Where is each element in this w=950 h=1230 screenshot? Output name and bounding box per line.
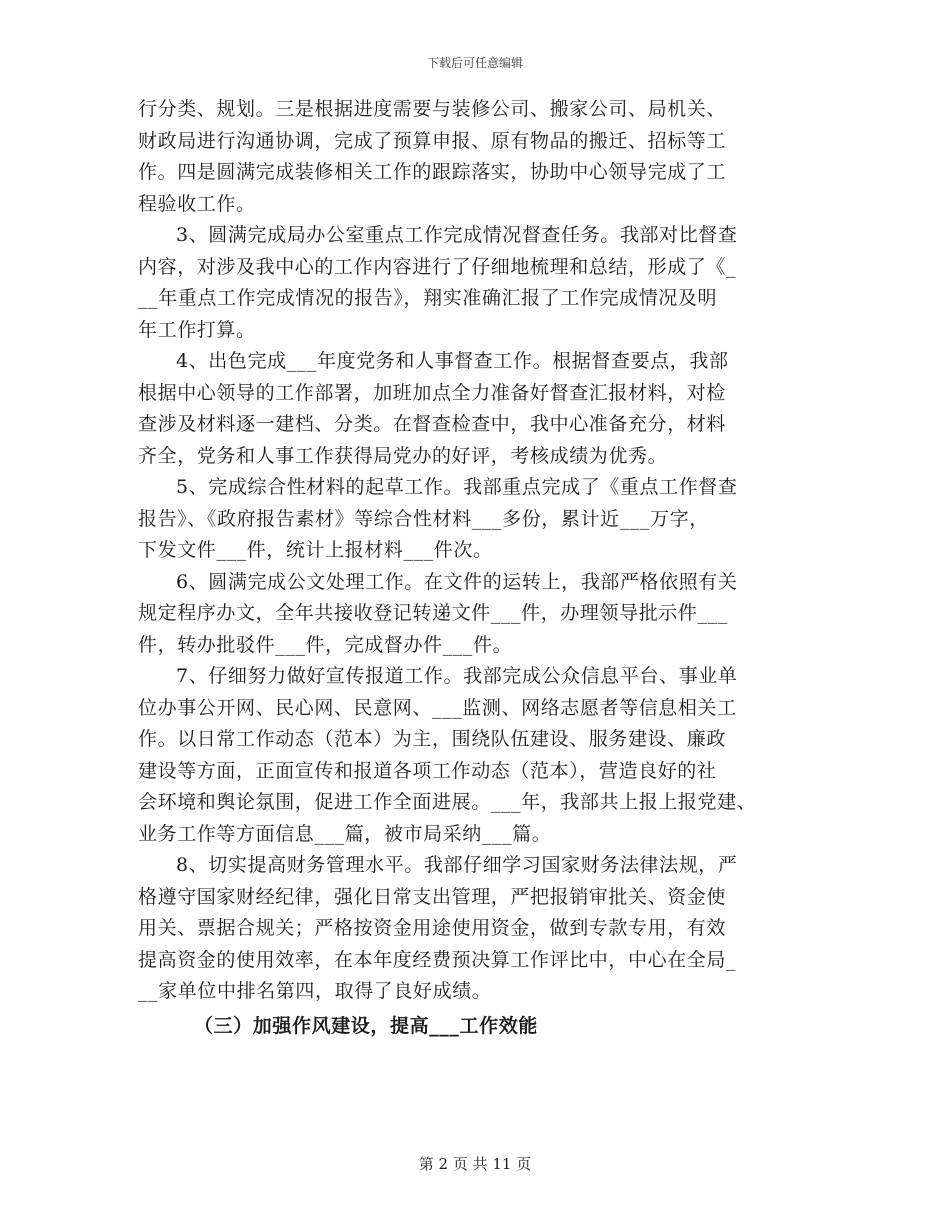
text-line: 用关、票据合规关；严格按资金用途使用资金，做到专款专用，有效 bbox=[138, 917, 727, 939]
paragraph-3-start: 3、圆满完成局办公室重点工作完成情况督查任务。我部对比督查 bbox=[176, 224, 738, 246]
text-line: 格遵守国家财经纪律，强化日常支出管理，严把报销审批关、资金使 bbox=[138, 885, 727, 908]
text-line: __年重点工作完成情况的报告》，翔实准确汇报了工作完成情况及明 bbox=[138, 287, 718, 309]
text-line: 根据中心领导的工作部署，加班加点全力准备好督查汇报材料，对检 bbox=[138, 381, 727, 404]
text-line: 件，转办批驳件___件，完成督办件___件。 bbox=[138, 633, 513, 656]
page-header: 下载后可任意编辑 bbox=[426, 56, 523, 70]
text-line: 会环境和舆论氛围，促进工作全面进展。___年，我部共上报上报党建、 bbox=[138, 791, 757, 813]
paragraph-5-start: 5、完成综合性材料的起草工作。我部重点完成了《重点工作督查 bbox=[176, 476, 738, 498]
text-line: 作。以日常工作动态（范本）为主，围绕队伍建设、服务建设、廉政 bbox=[138, 728, 727, 750]
page-number: 第 2 页 共 11 页 bbox=[418, 1155, 532, 1173]
text-line: 查涉及材料逐一建档、分类。在督查检查中，我中心准备充分，材料 bbox=[138, 413, 727, 435]
text-line: 程验收工作。 bbox=[138, 192, 256, 215]
text-line: 下发文件___件，统计上报材料___件次。 bbox=[138, 539, 493, 561]
text-line: 行分类、规划。三是根据进度需要与装修公司、搬家公司、局机关、 bbox=[138, 98, 727, 120]
paragraph-6-start: 6、圆满完成公文处理工作。在文件的运转上，我部严格依照有关 bbox=[176, 570, 738, 593]
text-line: 规定程序办文，全年共接收登记转递文件___件，办理领导批示件___ bbox=[138, 602, 728, 624]
text-line: 财政局进行沟通协调，完成了预算申报、原有物品的搬迁、招标等工 bbox=[138, 129, 727, 152]
text-line: 内容，对涉及我中心的工作内容进行了仔细地梳理和总结，形成了《_ bbox=[138, 255, 737, 278]
paragraph-4-start: 4、出色完成___年度党务和人事督查工作。根据督查要点，我部 bbox=[176, 350, 729, 372]
text-line: __家单位中排名第四，取得了良好成绩。 bbox=[138, 980, 492, 1002]
text-line: 位办事公开网、民心网、民意网、___监测、网络志愿者等信息相关工 bbox=[138, 696, 737, 719]
section-heading: （三）加强作风建设，提高___工作效能 bbox=[194, 1014, 538, 1037]
text-line: 作。四是圆满完成装修相关工作的跟踪落实，协助中心领导完成了工 bbox=[138, 161, 727, 183]
text-line: 报告》、《政府报告素材》等综合性材料___多份，累计近___万字， bbox=[138, 507, 709, 530]
text-line: 建设等方面，正面宣传和报道各项工作动态（范本），营造良好的社 bbox=[138, 759, 717, 782]
text-line: 年工作打算。 bbox=[138, 318, 256, 341]
text-line: 业务工作等方面信息___篇，被市局采纳___篇。 bbox=[138, 822, 552, 845]
text-line: 提高资金的使用效率，在本年度经费预决算工作评比中，中心在全局_ bbox=[138, 948, 737, 971]
document-body bbox=[138, 94, 814, 1044]
text-line: 齐全，党务和人事工作获得局党办的好评，考核成绩为优秀。 bbox=[138, 444, 668, 467]
paragraph-7-start: 7、仔细努力做好宣传报道工作。我部完成公众信息平台、事业单 bbox=[176, 665, 738, 687]
paragraph-8-start: 8、切实提高财务管理水平。我部仔细学习国家财务法律法规，严 bbox=[176, 854, 738, 876]
